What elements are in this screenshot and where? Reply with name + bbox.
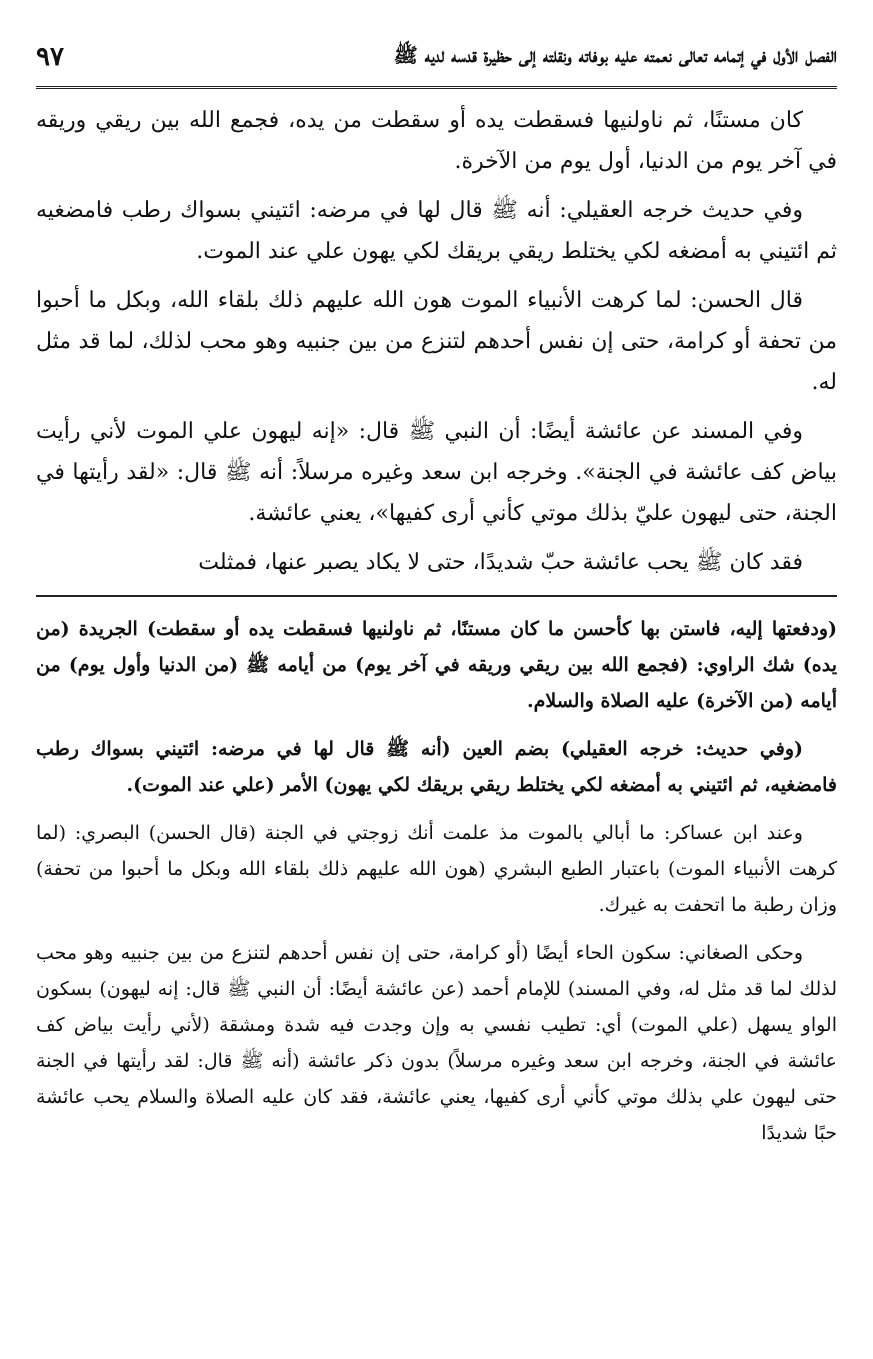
main-paragraph-5: فقد كان ﷺ يحب عائشة حبّ شديدًا، حتى لا يكاد يصبر عنها، فمثلت bbox=[198, 550, 803, 575]
commentary-paragraph-1: (ودفعتها إليه، فاستن بها كأحسن ما كان مستنًا، ثم ناولنيها فسقطت يده أو سقطت) الجريدة (من يده) شك الراوي: (فجمع الله بين ريقي وريقه في آخر يوم) من أيامه ﷺ (من الدنيا وأول يوم) من أيامه (من الآخرة) عليه الصلاة والسلام. bbox=[36, 618, 837, 712]
main-text bbox=[36, 100, 837, 583]
commentary-paragraph-4: وحكى الصغاني: سكون الحاء أيضًا (أو كرامة، حتى إن نفس أحدهم لتنزع من بين جنبيه وهو محب لذلك لما قد مثل له، وفي المسند) للإمام أحمد (عن عائشة أيضًا: أن النبي ﷺ قال: إنه ليهون) بسكون الواو يسهل (علي الموت) أي: تطيب نفسي به وإن وجدت فيه شدة ومشقة (لأني رأيت بياض كف عائشة في الجنة، وخرجه ابن سعد وغيره مرسلاً) بدون ذكر عائشة (أنه ﷺ قال: لقد رأيتها في الجنة حتى ليهون علي بذلك موتي كأني أرى كفيها، يعني عائشة، فقد كان عليه الصلاة والسلام يحب عائشة حبًا شديدًا bbox=[36, 942, 837, 1144]
commentary-divider bbox=[36, 595, 837, 597]
commentary-text bbox=[36, 611, 837, 1151]
page-body bbox=[36, 100, 837, 1163]
page-number: ٩٧ bbox=[36, 42, 64, 72]
main-paragraph-4: وفي المسند عن عائشة أيضًا: أن النبي ﷺ قال: «إنه ليهون علي الموت لأني رأيت بياض كف عائشة في الجنة». وخرجه ابن سعد وغيره مرسلاً: أنه ﷺ قال: «لقد رأيتها في الجنة، حتى ليهون عليّ بذلك موتي كأني أرى كفيها»، يعني عائشة. bbox=[36, 419, 837, 526]
main-paragraph-3: قال الحسن: لما كرهت الأنبياء الموت هون الله عليهم ذلك بلقاء الله، وبكل ما أحبوا من تحفة أو كرامة، حتى إن نفس أحدهم لتنزع من بين جنبيه وهو محب لذلك، لما قد مثل له. bbox=[36, 288, 837, 395]
chapter-title: الفصل الأول في إتمامه تعالى نعمته عليه بوفاته ونقلته إلى حظيرة قدسه لديه ﷺ bbox=[393, 42, 837, 67]
main-paragraph-1: كان مستنًا، ثم ناولنيها فسقطت يده أو سقطت من يده، فجمع الله بين ريقي وريقه في آخر يوم من الدنيا، أول يوم من الآخرة. bbox=[36, 108, 837, 174]
main-paragraph-2: وفي حديث خرجه العقيلي: أنه ﷺ قال لها في مرضه: ائتيني بسواك رطب فامضغيه ثم ائتيني به أمضغه لكي يختلط ريقي بريقك لكي يهون علي عند الموت. bbox=[36, 198, 837, 264]
running-header bbox=[36, 28, 837, 89]
commentary-paragraph-2: (وفي حديث: خرجه العقيلي) بضم العين (أنه ﷺ قال لها في مرضه: ائتيني بسواك رطب فامضغيه، ثم ائتيني به أمضغه لكي يختلط ريقي بريقك لكي يهون) الأمر (علي عند الموت). bbox=[36, 738, 837, 796]
commentary-paragraph-3: وعند ابن عساكر: ما أبالي بالموت مذ علمت أنك زوجتي في الجنة (قال الحسن) البصري: (لما كرهت الأنبياء الموت) باعتبار الطبع البشري (هون الله عليهم ذلك بلقاء الله وبكل ما أحبوا من تحفة) وزان رطبة ما اتحفت به غيرك. bbox=[36, 822, 837, 916]
